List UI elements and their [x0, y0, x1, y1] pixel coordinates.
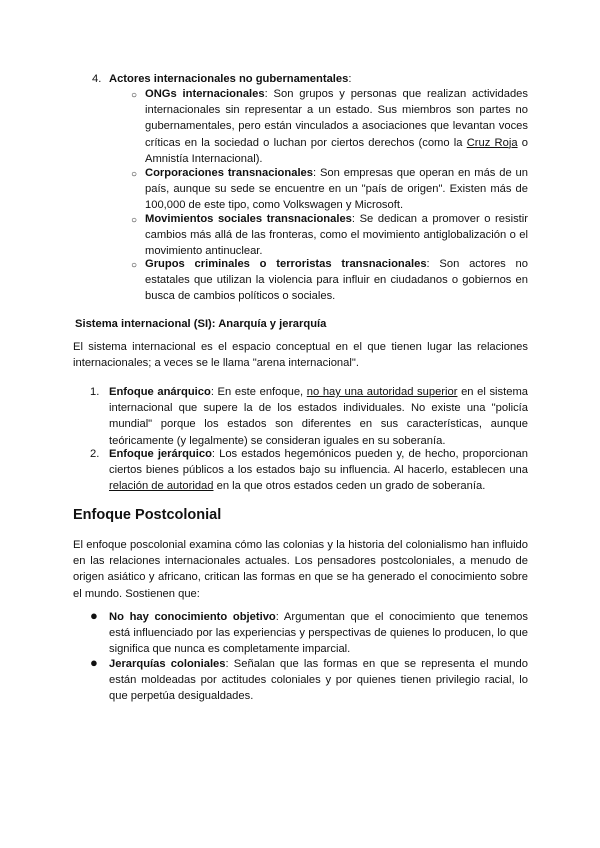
item-term: Grupos criminales o terroristas transnacionales — [145, 258, 427, 270]
item-text: : Se dedican a promover o resistir cambios más allá de las fronteras, como el movimiento antiglobalización o el movimiento antinuclear. — [145, 213, 528, 258]
item-term: Jerarquías coloniales — [109, 658, 226, 670]
item-text: en la que otros estados ceden un grado de soberanía. — [213, 480, 486, 493]
item-term: Enfoque anárquico — [109, 386, 211, 398]
item-term: Enfoque jerárquico — [109, 448, 212, 460]
item-term: Corporaciones transnacionales — [145, 167, 313, 179]
item-term: No hay conocimiento objetivo — [109, 611, 276, 623]
list-item-title-colon: : — [348, 73, 352, 85]
bullet-item — [109, 656, 528, 705]
circle-bullet-icon: ○ — [131, 169, 138, 180]
item-text: : Señalan que las formas en que se representa el mundo están moldeadas por actitudes coloniales y por quienes tienen privilegio racial, lo que perpetúa desigualdades. — [109, 658, 528, 703]
sub-list-item — [145, 256, 528, 305]
item-text: en el sistema internacional que supere la de los estados individuales. No existe una "policía mundial" porque los estados son diferentes en sus características, aunque teóricamente (y legalmente) se consideran iguales en su soberanía. — [109, 386, 528, 447]
section-heading: Enfoque Postcolonial — [73, 507, 222, 523]
sub-list-item — [145, 86, 528, 167]
sub-list-item — [145, 165, 528, 214]
item-text: : Son actores no estatales que utilizan la violencia para influir en ciudadanos o gobiernos en busca de cambios políticos o sociales. — [145, 258, 528, 303]
item-text: : Son empresas que operan en más de un país, aunque su sede se encuentre en un "país de origen". Existen más de 100,000 de este tipo, como Volkswagen y Microsoft. — [145, 167, 528, 212]
item-text: : Argumentan que el conocimiento que tenemos está influenciado por las experiencias y perspectivas de quienes lo producen, lo que significa que nunca es completamente imparcial. — [109, 611, 528, 656]
bullet-dot-icon: ● — [90, 655, 98, 670]
underlined-text: no hay una autoridad superior — [306, 386, 458, 398]
list-item-title — [109, 71, 351, 87]
list-number: 2. — [90, 448, 100, 460]
underlined-text: relación de autoridad — [109, 480, 214, 493]
item-text: : En este enfoque, — [210, 386, 307, 398]
bullet-item — [109, 609, 528, 658]
list-item — [109, 446, 528, 495]
section-heading: Sistema internacional (SI): Anarquía y jerarquía — [75, 318, 327, 330]
circle-bullet-icon: ○ — [131, 215, 138, 226]
cruz-roja-link[interactable]: Cruz Roja — [466, 136, 518, 149]
circle-bullet-icon: ○ — [131, 260, 138, 271]
item-text: o Amnistía Internacional). — [145, 136, 528, 165]
circle-bullet-icon: ○ — [131, 90, 138, 101]
paragraph: El enfoque poscolonial examina cómo las colonias y la historia del colonialismo han influido en las relaciones internacionales actuales. Los pensadores postcoloniales, a menudo de origen asiático y africano, critican las formas en que se ha generado el conocimiento sobre el mundo. Sostienen que: — [73, 539, 528, 600]
item-term: Movimientos sociales transnacionales — [145, 213, 352, 225]
list-item-title-text: Actores internacionales no gubernamentales — [109, 73, 349, 85]
item-text: : Los estados hegemónicos pueden y, de hecho, proporcionan ciertos bienes públicos a los estados bajo su influencia. Al hacerlo, establecen una — [109, 448, 528, 477]
list-number: 1. — [90, 386, 100, 398]
item-term: ONGs internacionales — [145, 88, 265, 100]
paragraph: El sistema internacional es el espacio conceptual en el que tienen lugar las relaciones internacionales; a veces se le llama "arena internacional". — [73, 341, 528, 370]
list-number: 4. — [92, 73, 102, 85]
list-item — [109, 384, 528, 449]
sub-list-item — [145, 211, 528, 260]
bullet-dot-icon: ● — [90, 608, 98, 623]
item-text: : Son grupos y personas que realizan actividades internacionales sin representar a un estado. Sus miembros son partes no gubernamentales, pero están vinculados a asociaciones que levantan voces críticas en la sociedad o luchan por ciertos derechos (como la — [145, 88, 528, 149]
